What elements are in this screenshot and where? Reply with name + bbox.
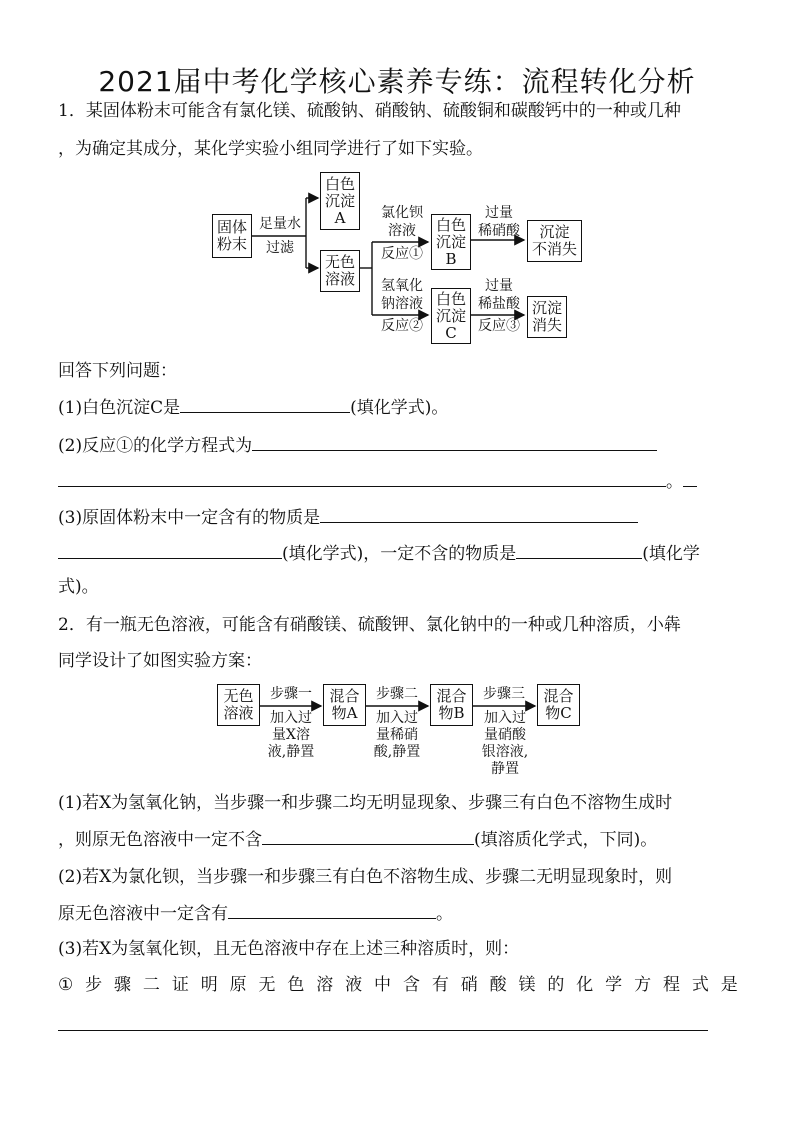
q2-part2-line2: [58, 902, 453, 925]
q2-stem-line1: 2．有一瓶无色溶液，可能含有硝酸镁、硫酸钾、氯化钠中的一种或几种溶质，小犇: [58, 615, 681, 635]
label-water: 足量水: [259, 216, 301, 232]
q2-part3-char: 液: [345, 975, 363, 995]
box-white-precipitate-c: 白色 沉淀 C: [431, 288, 471, 344]
q2-part3-char: 化: [576, 975, 594, 995]
q1-part1-suffix: (填化学式)。: [350, 398, 449, 418]
q2-part3-answer-blank[interactable]: [58, 1014, 708, 1031]
q1-stem-line2: ，为确定其成分，某化学实验小组同学进行了如下实验。: [58, 139, 483, 159]
q2-part3-char: ①: [58, 975, 74, 995]
q1-part2-text: (2)反应①的化学方程式为: [58, 436, 253, 456]
label-bacl2: 氯化钡 溶液: [381, 205, 423, 239]
label-reaction2: 反应②: [381, 318, 423, 334]
label-filter: 过滤: [266, 240, 294, 256]
q2-part3-char: 无: [258, 975, 276, 995]
q2-part3-char: 的: [547, 975, 565, 995]
q2-part3-char: 中: [374, 975, 392, 995]
q2-part3-char: 明: [200, 975, 218, 995]
q2-part3-char: 含: [402, 975, 420, 995]
label-step2-desc: 加入过 量稀硝 酸,静置: [373, 710, 421, 760]
label-reaction3: 反应③: [478, 318, 520, 334]
label-excess-hno3: 过量 稀硝酸: [478, 205, 520, 239]
label-excess-hcl: 过量 稀盐酸: [478, 278, 520, 312]
q1-stem-line1: 1．某固体粉末可能含有氯化镁、硫酸钠、硝酸钠、硫酸铜和碳酸钙中的一种或几种: [58, 101, 681, 121]
q1-part3-text-3: (填化学: [642, 544, 700, 564]
label-step3-desc: 加入过 量硝酸 银溶液, 静置: [481, 710, 529, 777]
q2-part2-answer-blank[interactable]: [228, 902, 436, 919]
label-step1-desc: 加入过 量X溶 液,静置: [267, 710, 315, 760]
q2-part3-char: 镁: [518, 975, 536, 995]
q2-part1-suffix: (填溶质化学式，下同)。: [474, 830, 658, 850]
q2-part3: (3)若X为氢氧化钡，且无色溶液中存在上述三种溶质时，则：: [58, 939, 520, 959]
q1-part3-text: (3)原固体粉末中一定含有的物质是: [58, 508, 321, 528]
q1-part3-text-2: (填化学式)，一定不含的物质是: [282, 544, 517, 564]
q2-part3-answer-line: [58, 1014, 708, 1037]
q2-part3-char: 方: [634, 975, 652, 995]
q2-part3-char: 是: [720, 975, 738, 995]
q2-part1-line2: [58, 828, 657, 851]
q2-part3-char: 学: [605, 975, 623, 995]
q2-part1-line1: (1)若X为氢氧化钠，当步骤一和步骤二均无明显现象、步骤三有白色不溶物生成时: [58, 793, 673, 813]
box-precipitate-dissolve: 沉淀 消失: [527, 296, 567, 338]
q2-part3-char: 有: [431, 975, 449, 995]
label-naoh: 氢氧化 钠溶液: [381, 278, 423, 312]
box-white-precipitate-b: 白色 沉淀 B: [431, 214, 471, 270]
box-colorless-solution: 无色 溶液: [320, 250, 360, 292]
q2-part2-line1: (2)若X为氯化钡，当步骤一和步骤三有白色不溶物生成、步骤二无明显现象时，则: [58, 867, 673, 887]
page-title: 2021届中考化学核心素养专练：流程转化分析: [98, 65, 696, 98]
box-mixture-c: 混合 物C: [537, 684, 580, 726]
box-mixture-b: 混合 物B: [430, 684, 473, 726]
q1-part1-text: (1)白色沉淀C是: [58, 398, 181, 418]
q2-part1-answer-blank[interactable]: [262, 828, 474, 845]
q2-part3-char: 二: [142, 975, 160, 995]
q2-part3-sub1: [58, 974, 738, 996]
q2-part3-char: 式: [691, 975, 709, 995]
q2-part3-char: 原: [229, 975, 247, 995]
box-precipitate-not-dissolve: 沉淀 不消失: [527, 220, 582, 262]
box-solid-powder: 固体 粉末: [212, 214, 252, 258]
q2-stem-line2: 同学设计了如图实验方案：: [58, 651, 262, 671]
q2-part2-text: 原无色溶液中一定含有: [58, 904, 228, 924]
label-step1: 步骤一: [270, 686, 312, 702]
q1-part3-end: 式)。: [58, 577, 99, 597]
q2-part3-char: 证: [171, 975, 189, 995]
q1-part2-end: 。: [666, 472, 683, 492]
q2-part3-char: 酸: [489, 975, 507, 995]
q2-part3-char: 色: [287, 975, 305, 995]
box-colorless-solution-2: 无色 溶液: [217, 684, 260, 726]
q2-part2-end: 。: [436, 904, 453, 924]
q2-part1-text: ，则原无色溶液中一定不含: [58, 830, 262, 850]
q2-part3-char: 硝: [460, 975, 478, 995]
label-step2: 步骤二: [376, 686, 418, 702]
q2-part3-char: 骤: [114, 975, 132, 995]
label-reaction1: 反应①: [381, 246, 423, 262]
q1-answer-intro: 回答下列问题：: [58, 361, 177, 381]
box-white-precipitate-a: 白色 沉淀 A: [320, 172, 360, 230]
q2-part3-char: 步: [85, 975, 103, 995]
box-mixture-a: 混合 物A: [323, 684, 366, 726]
q2-part3-char: 溶: [316, 975, 334, 995]
label-step3: 步骤三: [483, 686, 525, 702]
q2-part3-char: 程: [662, 975, 680, 995]
